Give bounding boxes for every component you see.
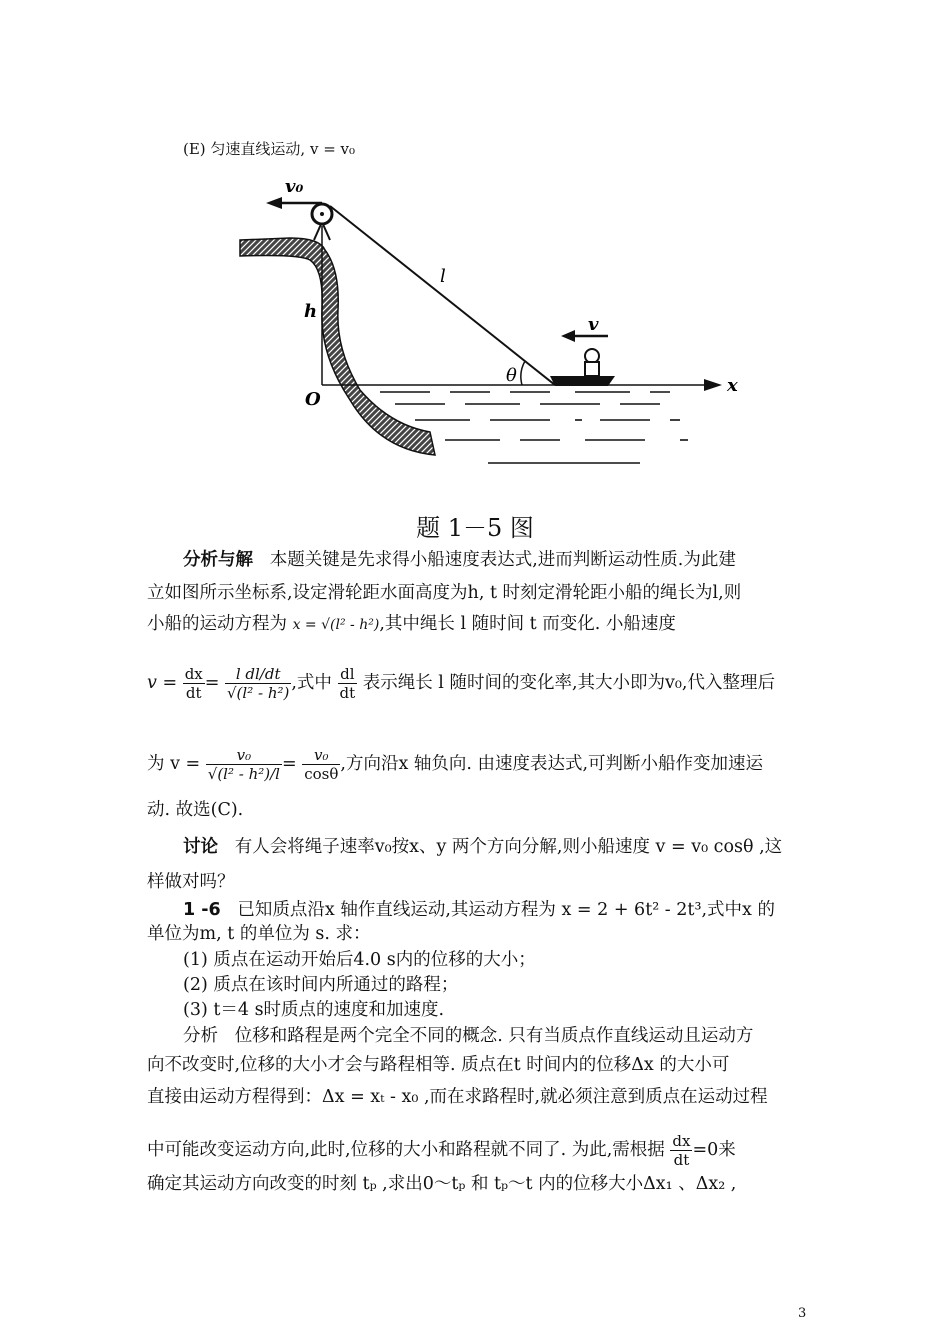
fraction-dl-dt: $\frac{dl}{dt}$ [339, 665, 356, 702]
analysis2-line-5: 确定其运动方向改变的时刻 tₚ ,求出0～tₚ 和 tₚ～t 内的位移大小Δx₁ 、Δx₂ , [147, 1174, 737, 1194]
fraction-v0-sqrt: $\frac{\text{v₀}}{\text{√(l² - h²)/l}}$ [207, 746, 280, 783]
discussion-heading: 讨论 [183, 837, 218, 857]
l-label: l [440, 266, 446, 287]
figure-caption: 题 1－5 图 [416, 514, 534, 542]
v-label: v [588, 314, 599, 335]
h-label: h [304, 301, 318, 322]
fraction-dx-dt-2: $\frac{dx}{dt}$ [672, 1132, 691, 1169]
analysis-line-2: 立如图所示坐标系,设定滑轮距水面高度为h, t 时刻定滑轮距小船的绳长为l,则 [147, 583, 742, 603]
problem-question-1: (1) 质点在运动开始后4.0 s内的位移的大小； [183, 950, 536, 970]
origin-label: O [305, 389, 321, 410]
analysis-line-4: v = $\frac{dx}{dt}$ = $\frac{\text{l dl/dt}}{\text{√(l² - h²)}}$ ,式中 $\frac{dl}{dt}$ 表示绳长 l 随时间的变化率,其大小即为v₀,代入整理后 [147, 665, 775, 702]
analysis2-line-2: 向不改变时,位移的大小才会与路程相等. 质点在t 时间内的位移Δx 的大小可 [147, 1055, 730, 1075]
fraction-velocity: $\frac{\text{l dl/dt}}{\text{√(l² - h²)}}$ [227, 665, 290, 702]
bank-shape [240, 238, 435, 455]
fraction-v0-cos: $\frac{\text{v₀}}{\cos\theta}$ [304, 746, 339, 783]
analysis2-line-4: 中可能改变运动方向,此时,位移的大小和路程就不同了. 为此,需根据 $\frac{dx}{dt}$ =0来 [147, 1132, 736, 1169]
analysis-line-1: 分析与解 本题关键是先求得小船速度表达式,进而判断运动性质.为此建 [183, 550, 736, 570]
analysis2-line-1: 分析 位移和路程是两个完全不同的概念. 只有当质点作直线运动且运动方 [183, 1026, 754, 1046]
x-axis-label: x [727, 375, 738, 396]
analysis2-line-3: 直接由运动方程得到：Δx = xₜ - x₀ ,而在求路程时,就必须注意到质点在运动过程 [147, 1087, 768, 1107]
page-number: 3 [798, 1306, 807, 1321]
problem-line-1: 1 -6 已知质点沿x 轴作直线运动,其运动方程为 x = 2 + 6t² - 2t³,式中x 的 [183, 900, 775, 920]
problem-question-3: (3) t＝4 s时质点的速度和加速度. [183, 1000, 445, 1020]
analysis-line-3: 小船的运动方程为 x = √(l² - h²),其中绳长 l 随时间 t 而变化. 小船速度 [147, 614, 676, 634]
discussion-line-2: 样做对吗？ [147, 872, 235, 892]
discussion-line-1: 讨论 有人会将绳子速率v₀按x、y 两个方向分解,则小船速度 v = v₀ cosθ ,这 [183, 837, 783, 857]
boat-icon [550, 376, 615, 386]
pulley-boat-figure [230, 170, 760, 475]
problem-number: 1 -6 [183, 900, 221, 920]
analysis2-heading: 分析 [183, 1026, 218, 1046]
theta-label: θ [506, 365, 517, 386]
problem-question-2: (2) 质点在该时间内所通过的路程； [183, 975, 459, 995]
problem-line-2: 单位为m, t 的单位为 s. 求： [147, 924, 371, 944]
fraction-dx-dt: $\frac{dx}{dt}$ [184, 665, 203, 702]
v0-label: v₀ [285, 176, 304, 197]
option-e: (E) 匀速直线运动, v = v₀ [183, 140, 356, 158]
analysis-line-5: 为 v = $\frac{\text{v₀}}{\text{√(l² - h²)/l}}$ = $\frac{\text{v₀}}{\cos\theta}$ ,方向沿x 轴负向. 由速度表达式,可判断小船作变加速运 [147, 746, 764, 783]
analysis-line-6: 动. 故选(C). [147, 800, 244, 820]
analysis-heading: 分析与解 [183, 550, 253, 570]
